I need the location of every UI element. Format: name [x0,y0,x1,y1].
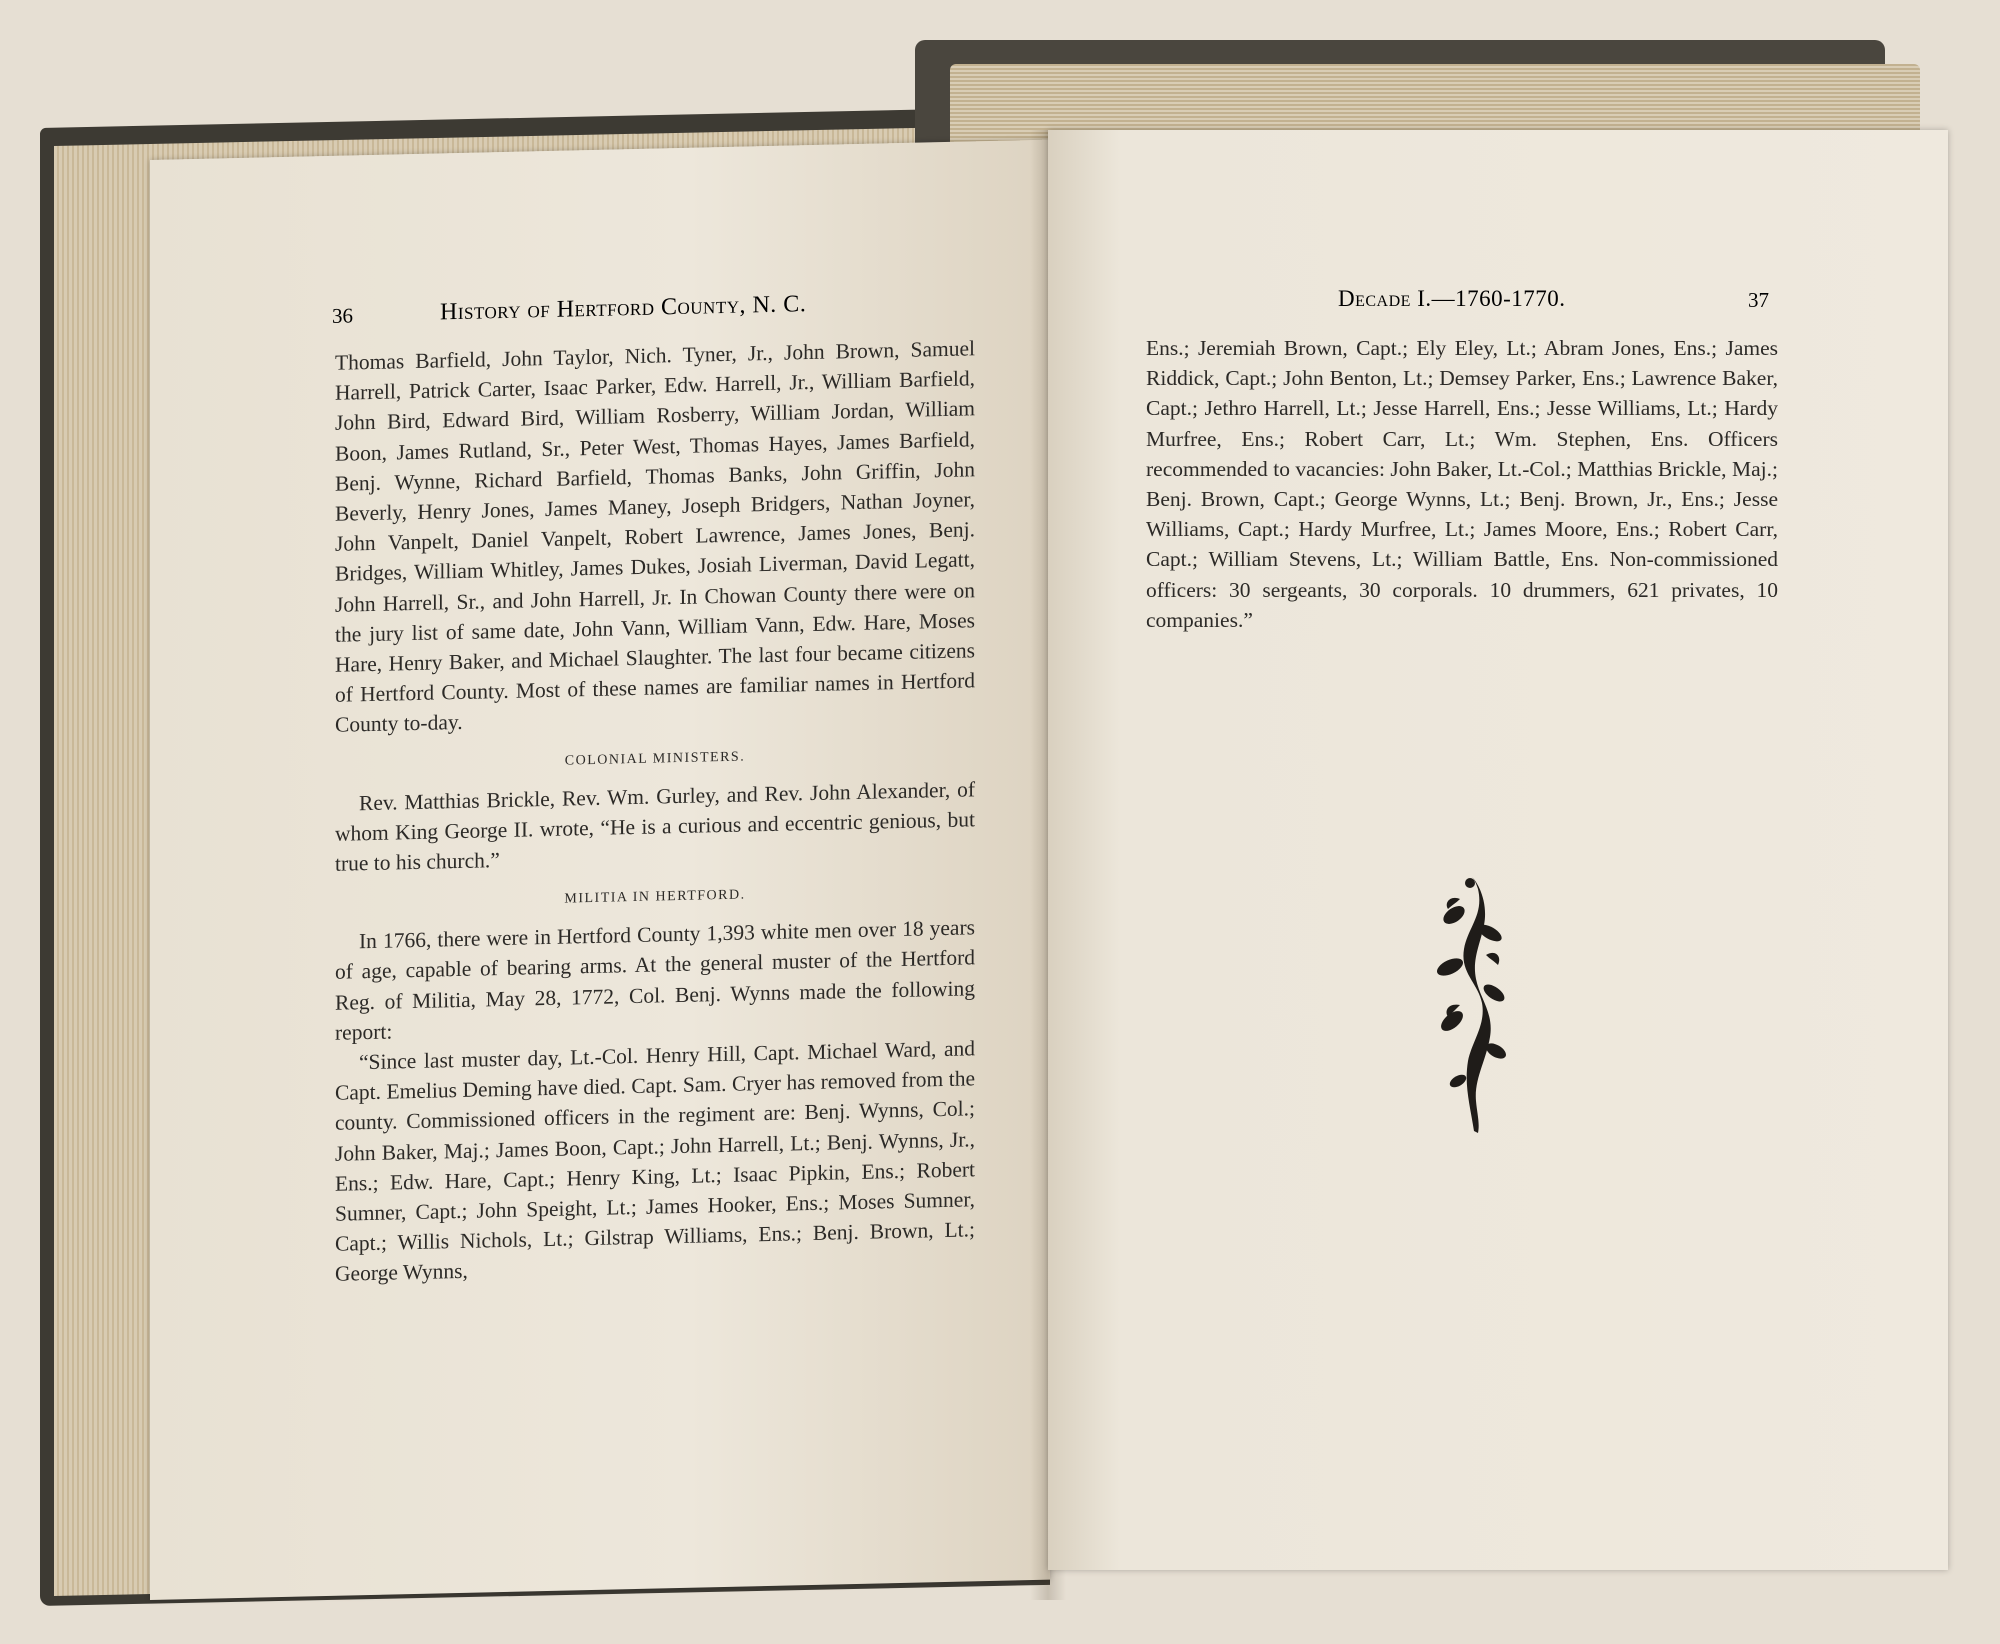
right-page-text-block [1146,333,1778,635]
militia-paragraph-2: “Since last muster day, Lt.-Col. Henry Hill, Capt. Michael Ward, and Capt. Emelius Deming have died. Capt. Sam. Cryer has removed from the county. Commissioned officers in the regiment are: Benj. Wynns, Col.; John Baker, Maj.; James Boon, Capt.; John Harrell, Lt.; Benj. Wynns, Jr., Ens.; Edw. Hare, Capt.; Henry King, Lt.; Isaac Pipkin, Ens.; Robert Sumner, Capt.; John Speight, Lt.; James Hooker, Ens.; Moses Sumner, Capt.; Willis Nichols, Lt.; Gilstrap Williams, Ens.; Benj. Brown, Lt.; George Wynns, [335,1036,975,1287]
left-page [150,140,1050,1600]
militia-paragraph-1: In 1766, there were in Hertford County 1,393 white men over 18 years of age, capable of bearing arms. At the general muster of the Hertford Reg. of Militia, May 28, 1772, Col. Benj. Wynns made the following report: [335,915,975,1045]
colonial-ministers-paragraph: Rev. Matthias Brickle, Rev. Wm. Gurley, and Rev. John Alexander, of whom King George II. wrote, “He is a curious and eccentric genious, but true to his church.” [335,776,975,876]
right-page [1048,130,1948,1570]
section-heading-colonial-ministers: COLONIAL MINISTERS. [564,749,746,769]
running-head-right: Decade I.—1760-1770. [1338,286,1566,311]
page-number-right: 37 [1748,288,1769,312]
page-number-left: 36 [332,303,353,328]
running-head-left: History of Hertford County, N. C. [440,291,807,326]
floral-tailpiece-ornament-icon [1430,875,1510,1135]
left-page-text-block [335,333,975,1289]
section-heading-militia: MILITIA IN HERTFORD. [564,887,746,907]
jury-list-paragraph: Thomas Barfield, John Taylor, Nich. Tyner, Jr., John Brown, Samuel Harrell, Patrick Carter, Isaac Parker, Edw. Harrell, Jr., William Barfield, John Bird, Edward Bird, William Rosberry, William Jordan, William Boon, James Rutland, Sr., Peter West, Thomas Hayes, James Barfield, Benj. Wynne, Richard Barfield, Thomas Banks, John Griffin, John Beverly, Henry Jones, James Maney, Joseph Bridgers, Nathan Joyner, John Vanpelt, Daniel Vanpelt, Robert Lawrence, James Jones, Benj. Bridges, William Whitley, James Dukes, Josiah Liverman, David Legatt, John Harrell, Sr., and John Harrell, Jr. In Chowan County there were on the jury list of same date, John Vann, William Vann, Edw. Hare, Moses Hare, Henry Baker, and Michael Slaughter. The last four became citizens of Hertford County. Most of these names are familiar names in Hertford County to-day. [335,336,975,738]
officers-list-paragraph: Ens.; Jeremiah Brown, Capt.; Ely Eley, Lt.; Abram Jones, Ens.; James Riddick, Capt.; John Benton, Lt.; Demsey Parker, Ens.; Lawrence Baker, Capt.; Jethro Harrell, Lt.; Jesse Harrell, Ens.; Jesse Williams, Lt.; Hardy Murfree, Ens.; Robert Carr, Lt.; Wm. Stephen, Ens. Officers recommended to vacancies: John Baker, Lt.-Col.; Matthias Brickle, Maj.; Benj. Brown, Capt.; George Wynns, Lt.; Benj. Brown, Jr., Ens.; Jesse Williams, Capt.; Hardy Murfree, Lt.; James Moore, Ens.; Robert Carr, Capt.; William Stevens, Lt.; William Battle, Ens. Non-commissioned officers: 30 sergeants, 30 corporals. 10 drummers, 621 privates, 10 companies.” [1146,336,1778,632]
